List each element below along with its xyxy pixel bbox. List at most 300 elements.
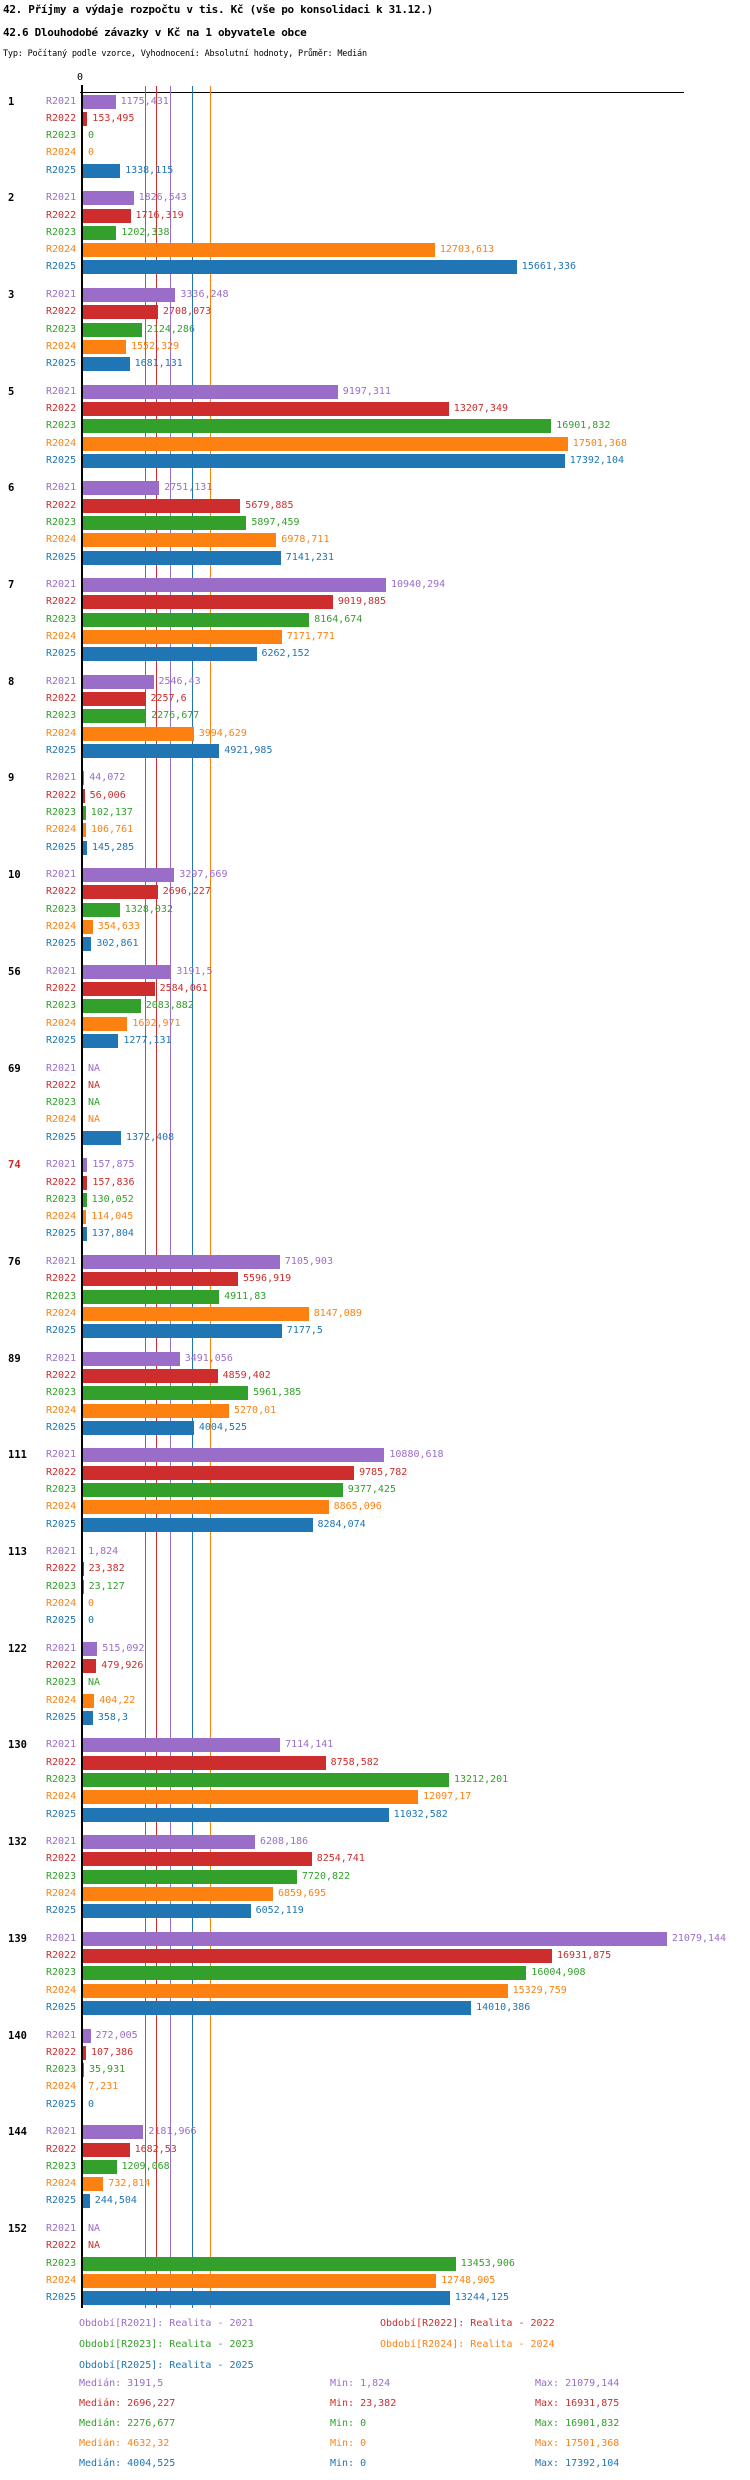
value-label-7-R2022: 9019,885 [337,596,387,608]
value-label-111-R2021: 10880,618 [389,1449,444,1461]
category-label-10: 10 [8,869,21,882]
bar-10-R2023 [83,903,120,917]
bar-111-R2023 [83,1483,343,1497]
series-label-89-R2021: R2021 [46,1352,77,1364]
bar-3-R2025 [83,357,130,371]
category-label-140: 140 [8,2029,27,2042]
value-label-3-R2025: 1681,131 [134,358,183,370]
series-label-8-R2024: R2024 [46,727,77,739]
series-label-5-R2021: R2021 [46,385,77,397]
category-label-89: 89 [8,1352,21,1365]
category-label-3: 3 [8,288,15,301]
value-label-9-R2025: 145,285 [92,841,135,853]
series-label-5-R2022: R2022 [46,402,77,414]
bar-8-R2024 [83,727,194,741]
series-label-5-R2024: R2024 [46,437,77,449]
value-label-56-R2025: 1277,131 [123,1035,172,1046]
series-label-130-R2023: R2023 [46,1774,77,1785]
bar-10-R2022 [83,885,158,899]
bar-152-R2025 [83,2291,450,2305]
series-label-132-R2021: R2021 [46,1836,77,1848]
value-label-6-R2021: 2751,131 [164,482,213,494]
series-label-9-R2022: R2022 [46,789,77,801]
bar-8-R2023 [83,709,146,723]
value-label-56-R2023: 2083,882 [145,1000,194,1012]
stat-median-R2023: Medián: 2276,677 [79,2418,176,2429]
stat-median-R2021: Medián: 3191,5 [79,2378,164,2389]
value-label-69-R2021: NA [88,1062,101,1074]
value-label-5-R2025: 17392,104 [569,454,624,466]
series-label-5-R2025: R2025 [46,454,77,466]
series-label-144-R2023: R2023 [46,2160,77,2172]
series-label-139-R2022: R2022 [46,1950,77,1962]
bar-89-R2023 [83,1386,248,1400]
series-label-140-R2021: R2021 [46,2029,77,2041]
series-label-144-R2021: R2021 [46,2126,77,2138]
series-label-69-R2024: R2024 [46,1114,77,1126]
bar-5-R2024 [83,437,568,451]
value-label-76-R2022: 5596,919 [243,1273,292,1285]
series-label-9-R2024: R2024 [46,824,77,836]
bar-7-R2023 [83,613,309,627]
value-label-89-R2022: 4859,402 [222,1369,271,1381]
series-label-130-R2025: R2025 [46,1808,77,1820]
series-label-144-R2024: R2024 [46,2178,77,2190]
category-label-76: 76 [8,1255,21,1268]
value-label-9-R2023: 102,137 [90,807,133,818]
series-label-3-R2025: R2025 [46,358,77,370]
series-label-113-R2021: R2021 [46,1546,77,1557]
value-label-8-R2023: 2276,677 [151,710,200,722]
bar-9-R2023 [83,806,86,820]
bar-130-R2022 [83,1756,326,1770]
value-label-140-R2023: 35,931 [89,2064,126,2076]
series-label-2-R2024: R2024 [46,244,77,256]
series-label-122-R2021: R2021 [46,1642,77,1654]
series-label-111-R2023: R2023 [46,1483,77,1495]
series-label-139-R2023: R2023 [46,1967,77,1979]
value-label-1-R2024: 0 [88,147,95,159]
bar-89-R2021 [83,1352,180,1366]
value-label-2-R2025: 15661,336 [521,261,576,273]
bar-139-R2022 [83,1949,552,1963]
series-label-152-R2022: R2022 [46,2240,77,2252]
stat-max-R2023: Max: 16901,832 [535,2418,620,2429]
value-label-6-R2023: 5897,459 [251,516,300,528]
bar-5-R2022 [83,402,449,416]
value-label-130-R2025: 11032,582 [393,1808,448,1820]
series-label-122-R2022: R2022 [46,1660,77,1671]
bar-111-R2025 [83,1518,313,1532]
series-label-122-R2023: R2023 [46,1677,77,1689]
value-label-130-R2022: 8758,582 [330,1756,379,1768]
value-label-74-R2022: 157,836 [92,1176,135,1188]
series-label-122-R2025: R2025 [46,1711,77,1723]
series-label-10-R2025: R2025 [46,938,77,950]
bar-56-R2024 [83,1017,127,1031]
series-label-74-R2024: R2024 [46,1211,77,1223]
value-label-113-R2023: 23,127 [88,1580,125,1592]
category-label-1: 1 [8,95,15,108]
category-label-56: 56 [8,965,21,978]
series-label-9-R2025: R2025 [46,841,77,853]
value-label-111-R2023: 9377,425 [347,1483,396,1495]
value-label-7-R2023: 8164,674 [314,613,363,625]
bar-132-R2022 [83,1852,312,1866]
bar-7-R2022 [83,595,333,609]
value-label-3-R2022: 2708,073 [163,306,212,318]
series-label-140-R2023: R2023 [46,2064,77,2076]
series-label-113-R2022: R2022 [46,1563,77,1575]
category-label-7: 7 [8,579,15,591]
stat-max-R2025: Max: 17392,104 [535,2458,620,2469]
value-label-111-R2025: 8284,074 [317,1518,366,1530]
value-label-140-R2021: 272,005 [95,2029,138,2041]
legend-item-R2024: Období[R2024]: Realita - 2024 [380,2339,555,2350]
bar-7-R2025 [83,647,257,661]
bar-56-R2021 [83,965,171,979]
series-label-56-R2024: R2024 [46,1017,77,1029]
value-label-76-R2024: 8147,089 [313,1307,362,1319]
series-label-130-R2021: R2021 [46,1739,77,1751]
series-label-56-R2021: R2021 [46,965,77,977]
series-label-2-R2022: R2022 [46,209,77,221]
bar-3-R2024 [83,340,126,354]
value-label-152-R2024: 12748,905 [441,2274,496,2286]
bar-3-R2023 [83,323,142,337]
value-label-3-R2021: 3336,248 [180,288,229,300]
value-label-1-R2025: 1338,115 [125,164,174,176]
bar-132-R2023 [83,1870,297,1884]
bar-76-R2023 [83,1290,219,1304]
axis-zero-label: 0 [77,72,84,83]
series-label-56-R2022: R2022 [46,983,77,995]
series-label-6-R2024: R2024 [46,534,77,546]
bar-2-R2023 [83,226,116,240]
bar-122-R2025 [83,1711,93,1725]
bar-6-R2024 [83,533,276,547]
series-label-3-R2021: R2021 [46,288,77,300]
bar-74-R2023 [83,1193,87,1207]
series-label-132-R2023: R2023 [46,1870,77,1882]
stat-max-R2021: Max: 21079,144 [535,2378,620,2389]
value-label-76-R2023: 4911,83 [224,1290,267,1302]
bar-140-R2022 [83,2046,86,2060]
value-label-9-R2021: 44,072 [89,772,126,784]
bar-9-R2024 [83,823,86,837]
series-label-6-R2021: R2021 [46,482,77,494]
bar-152-R2023 [83,2257,456,2271]
category-label-122: 122 [8,1642,27,1655]
series-label-139-R2024: R2024 [46,1984,77,1996]
value-label-74-R2025: 137,804 [91,1228,134,1240]
value-label-1-R2023: 0 [88,130,95,142]
series-label-8-R2025: R2025 [46,744,77,756]
bar-2-R2022 [83,209,131,223]
bar-76-R2022 [83,1272,238,1286]
value-label-56-R2022: 2584,061 [159,983,208,995]
bar-6-R2025 [83,551,281,565]
series-label-7-R2025: R2025 [46,648,77,660]
series-label-132-R2025: R2025 [46,1905,77,1917]
value-label-5-R2024: 17501,368 [572,437,627,449]
bar-10-R2025 [83,937,91,951]
series-label-1-R2021: R2021 [46,95,77,107]
series-label-6-R2023: R2023 [46,516,77,528]
value-label-74-R2021: 157,875 [92,1159,135,1171]
value-label-144-R2022: 1682,53 [134,2143,177,2155]
series-label-9-R2023: R2023 [46,807,77,818]
bar-89-R2022 [83,1369,218,1383]
series-label-139-R2021: R2021 [46,1932,77,1944]
series-label-74-R2022: R2022 [46,1176,77,1188]
series-label-144-R2022: R2022 [46,2143,77,2155]
bar-10-R2024 [83,920,93,934]
bar-140-R2021 [83,2029,91,2043]
bar-76-R2024 [83,1307,309,1321]
bar-9-R2025 [83,841,87,855]
value-label-144-R2023: 1209,068 [121,2160,170,2172]
category-label-111: 111 [8,1449,27,1462]
series-label-113-R2025: R2025 [46,1615,77,1627]
value-label-132-R2021: 6208,186 [260,1836,309,1848]
value-label-89-R2023: 5961,385 [253,1387,302,1399]
stat-min-R2022: Min: 23,382 [330,2398,397,2409]
bar-5-R2025 [83,454,565,468]
series-label-1-R2022: R2022 [46,112,77,124]
value-label-6-R2022: 5679,885 [245,499,294,511]
bar-139-R2024 [83,1984,508,1998]
series-label-56-R2023: R2023 [46,1000,77,1012]
value-label-152-R2023: 13453,906 [460,2257,515,2269]
legend-item-R2022: Období[R2022]: Realita - 2022 [380,2318,555,2329]
value-label-76-R2025: 7177,5 [286,1325,323,1337]
series-label-2-R2023: R2023 [46,226,77,238]
value-label-152-R2021: NA [88,2222,101,2234]
value-label-5-R2021: 9197,311 [342,385,391,397]
category-label-69: 69 [8,1062,21,1075]
category-label-139: 139 [8,1932,27,1945]
value-label-132-R2025: 6052,119 [255,1905,304,1917]
category-label-9: 9 [8,772,15,785]
series-label-111-R2025: R2025 [46,1518,77,1530]
category-label-152: 152 [8,2222,27,2235]
series-label-1-R2025: R2025 [46,164,77,176]
bar-144-R2024 [83,2177,103,2191]
series-label-89-R2025: R2025 [46,1421,77,1433]
series-label-152-R2023: R2023 [46,2257,77,2269]
bar-113-R2023 [83,1580,84,1594]
bar-2-R2021 [83,191,134,205]
value-label-113-R2022: 23,382 [88,1563,125,1575]
category-label-5: 5 [8,385,15,398]
bar-56-R2025 [83,1034,118,1048]
value-label-8-R2024: 3994,629 [198,727,247,739]
bar-111-R2021 [83,1448,384,1462]
series-label-8-R2022: R2022 [46,693,77,704]
series-label-111-R2022: R2022 [46,1466,77,1478]
category-label-2: 2 [8,192,15,205]
bar-144-R2023 [83,2160,117,2174]
bar-144-R2022 [83,2143,130,2157]
value-label-140-R2025: 0 [88,2098,95,2110]
value-label-9-R2022: 56,006 [89,789,126,801]
value-label-10-R2025: 302,861 [96,938,139,950]
bar-56-R2022 [83,982,155,996]
series-label-132-R2022: R2022 [46,1853,77,1865]
series-label-7-R2022: R2022 [46,596,77,608]
value-label-152-R2022: NA [88,2240,101,2252]
value-label-10-R2021: 3297,669 [179,869,228,881]
series-label-111-R2021: R2021 [46,1449,77,1461]
bar-74-R2024 [83,1210,86,1224]
value-label-56-R2021: 3191,5 [176,965,213,977]
series-label-6-R2025: R2025 [46,551,77,563]
bar-1-R2021 [83,95,116,109]
value-label-69-R2022: NA [88,1079,101,1091]
bar-122-R2024 [83,1694,94,1708]
series-label-8-R2021: R2021 [46,675,77,687]
series-label-76-R2024: R2024 [46,1307,77,1319]
series-label-113-R2023: R2023 [46,1580,77,1592]
series-label-140-R2022: R2022 [46,2046,77,2058]
bar-140-R2023 [83,2063,84,2077]
bar-130-R2021 [83,1738,280,1752]
series-label-113-R2024: R2024 [46,1597,77,1609]
series-label-132-R2024: R2024 [46,1888,77,1899]
series-label-3-R2023: R2023 [46,323,77,335]
series-label-144-R2025: R2025 [46,2195,77,2207]
value-label-122-R2022: 479,926 [101,1660,144,1671]
bar-122-R2022 [83,1659,96,1673]
series-label-74-R2025: R2025 [46,1228,77,1240]
value-label-144-R2025: 244,504 [94,2195,137,2207]
value-label-122-R2024: 404,22 [99,1694,136,1706]
value-label-1-R2021: 1175,431 [120,95,169,107]
value-label-69-R2023: NA [88,1097,101,1109]
value-label-89-R2025: 4004,525 [198,1421,248,1433]
value-label-8-R2021: 2546,43 [158,675,201,687]
bar-8-R2022 [83,692,146,706]
bar-122-R2021 [83,1642,97,1656]
bar-69-R2025 [83,1131,121,1145]
series-label-69-R2021: R2021 [46,1062,77,1074]
value-label-130-R2023: 13212,201 [454,1774,509,1785]
bar-1-R2025 [83,164,120,178]
value-label-140-R2024: 7,231 [88,2081,119,2093]
value-label-140-R2022: 107,386 [91,2046,134,2058]
series-label-89-R2023: R2023 [46,1387,77,1399]
bar-111-R2024 [83,1500,329,1514]
value-label-122-R2023: NA [88,1677,101,1689]
value-label-2-R2024: 12703,613 [439,244,495,256]
series-label-76-R2022: R2022 [46,1273,77,1285]
bar-76-R2021 [83,1255,280,1269]
bar-6-R2023 [83,516,246,530]
bar-6-R2022 [83,499,240,513]
value-label-139-R2022: 16931,875 [557,1950,612,1962]
bar-139-R2025 [83,2001,471,2015]
series-label-74-R2023: R2023 [46,1193,77,1205]
value-label-69-R2024: NA [88,1114,101,1126]
series-label-89-R2022: R2022 [46,1369,77,1381]
value-label-3-R2023: 2124,286 [146,323,195,335]
value-label-139-R2021: 21079,144 [671,1932,727,1944]
bar-2-R2025 [83,260,517,274]
bar-144-R2025 [83,2194,90,2208]
value-label-5-R2023: 16901,832 [556,420,611,432]
value-label-152-R2025: 13244,125 [454,2292,510,2304]
series-label-152-R2021: R2021 [46,2222,77,2234]
value-label-113-R2025: 0 [88,1615,95,1627]
series-label-2-R2025: R2025 [46,261,77,273]
bar-89-R2024 [83,1404,229,1418]
bar-74-R2025 [83,1227,87,1241]
stat-max-R2022: Max: 16931,875 [535,2398,620,2409]
value-label-111-R2024: 8865,096 [333,1501,382,1513]
category-label-8: 8 [8,675,15,688]
value-label-7-R2025: 6262,152 [261,648,310,660]
legend-item-R2021: Období[R2021]: Realita - 2021 [79,2318,254,2329]
series-label-130-R2024: R2024 [46,1791,77,1803]
series-label-89-R2024: R2024 [46,1404,77,1416]
value-label-8-R2022: 2257,6 [150,693,187,704]
category-label-130: 130 [8,1739,27,1752]
bar-6-R2021 [83,481,159,495]
value-label-9-R2024: 106,761 [91,824,134,836]
value-label-139-R2024: 15329,759 [512,1984,567,1996]
value-label-122-R2021: 515,092 [102,1642,145,1654]
value-label-132-R2024: 6859,695 [278,1888,327,1899]
value-label-10-R2022: 2696,227 [162,886,211,898]
stat-min-R2024: Min: 0 [330,2438,367,2449]
bar-3-R2022 [83,305,158,319]
bar-9-R2021 [83,771,84,785]
bar-139-R2021 [83,1932,667,1946]
stat-median-R2022: Medián: 2696,227 [79,2398,176,2409]
series-label-1-R2024: R2024 [46,147,77,159]
series-label-10-R2021: R2021 [46,869,77,881]
bar-74-R2022 [83,1176,87,1190]
stat-min-R2023: Min: 0 [330,2418,367,2429]
bar-5-R2023 [83,419,551,433]
bar-130-R2023 [83,1773,449,1787]
stat-median-R2024: Medián: 4632,32 [79,2438,170,2449]
value-label-76-R2021: 7105,903 [284,1255,333,1267]
bar-2-R2024 [83,243,435,257]
series-label-2-R2021: R2021 [46,192,77,204]
value-label-2-R2022: 1716,319 [135,209,184,221]
series-label-140-R2025: R2025 [46,2098,77,2110]
value-label-132-R2023: 7720,822 [301,1870,351,1882]
value-label-7-R2024: 7171,771 [286,630,335,642]
bar-1-R2022 [83,112,87,126]
series-label-10-R2022: R2022 [46,886,77,898]
series-label-76-R2021: R2021 [46,1255,77,1267]
value-label-74-R2023: 130,052 [91,1193,134,1205]
value-label-8-R2025: 4921,985 [224,744,273,756]
bar-113-R2022 [83,1562,84,1576]
chart-meta: Typ: Počítaný podle vzorce, Vyhodnocení: Absolutní hodnoty, Průměr: Medián [3,49,367,59]
value-label-113-R2021: 1,824 [88,1546,119,1557]
series-label-7-R2021: R2021 [46,579,77,590]
value-label-56-R2024: 1602,971 [132,1017,181,1029]
bar-130-R2024 [83,1790,418,1804]
value-label-130-R2021: 7114,141 [285,1739,334,1751]
series-label-74-R2021: R2021 [46,1159,77,1171]
value-label-7-R2021: 10940,294 [391,579,446,590]
value-label-74-R2024: 114,045 [91,1211,134,1223]
